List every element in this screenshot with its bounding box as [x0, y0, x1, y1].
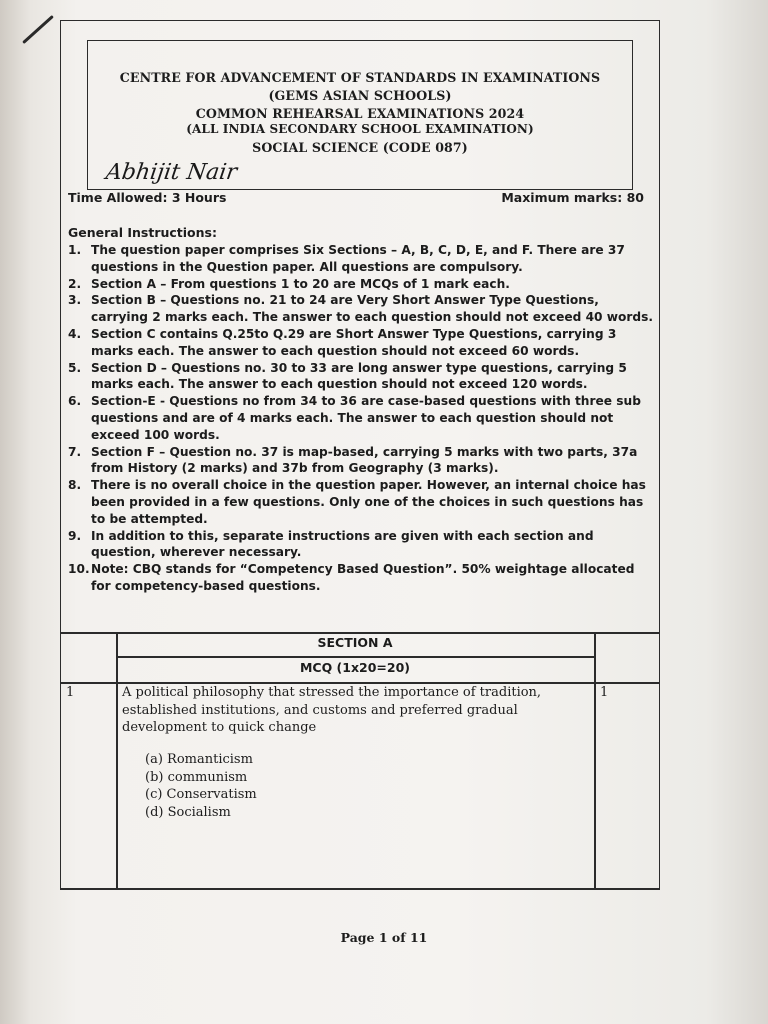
table-bottom-border — [60, 888, 660, 890]
subject-title: SOCIAL SCIENCE (CODE 087) — [252, 140, 468, 155]
question-marks: 1 — [600, 685, 609, 700]
instruction-item — [68, 528, 658, 562]
instruction-text: Section A – From questions 1 to 20 are MCQs of 1 mark each. — [91, 276, 510, 291]
instruction-text: Section C contains Q.25to Q.29 are Short Answer Type Questions, carrying 3 marks each. The answer to each question should not exceed 60 words. — [91, 326, 617, 358]
instruction-text: Section-E - Questions no from 34 to 36 are case-based questions with three sub questions and are of 4 marks each. The answer to each question should not exceed 100 words. — [91, 394, 641, 442]
instruction-item — [68, 276, 658, 293]
table-top-border — [60, 632, 660, 634]
instruction-number: 7. — [68, 444, 82, 459]
instruction-number: 5. — [68, 360, 82, 375]
instruction-text: The question paper comprises Six Sections – A, B, C, D, E, and F. There are 37 questions in the Question paper. All questions are compulsory. — [91, 243, 625, 274]
question-text: A political philosophy that stressed the importance of tradition, established institutions, and customs and preferred gradual development to quick change — [122, 685, 542, 735]
table-divider — [116, 656, 594, 658]
option-item: (a) Romanticism — [145, 752, 253, 767]
instruction-text: Note: CBQ stands for “Competency Based Question”. 50% weightage allocated for competency-based questions. — [91, 562, 635, 593]
section-title: SECTION A — [317, 635, 393, 650]
handwritten-signature: Abhijit Nair — [104, 160, 239, 185]
instruction-text: Section F – Question no. 37 is map-based, carrying 5 marks with two parts, 37a from History (2 marks) and 37b from Geography (3 marks). — [91, 444, 638, 476]
exam-board-title: CENTRE FOR ADVANCEMENT OF STANDARDS IN EXAMINATIONS — [119, 70, 601, 85]
instruction-text: In addition to this, separate instructions are given with each section and question, wherever necessary. — [91, 528, 594, 560]
option-item: (b) communism — [145, 769, 248, 785]
option-item: (c) Conservatism — [145, 787, 257, 802]
instruction-number: 1. — [68, 243, 82, 257]
instruction-number: 6. — [68, 394, 82, 409]
maximum-marks: Maximum marks: 80 — [501, 190, 644, 205]
table-col-divider — [594, 632, 596, 889]
exam-level: (ALL INDIA SECONDARY SCHOOL EXAMINATION) — [186, 122, 534, 136]
instruction-number: 10. — [68, 562, 90, 577]
instruction-text: There is no overall choice in the question paper. However, an internal choice has been provided in a few questions. Only one of the choices in such questions has to be attempted. — [91, 478, 646, 526]
question-number: 1 — [66, 685, 75, 700]
instruction-item — [68, 360, 658, 394]
instruction-item — [68, 561, 658, 595]
instruction-text: Section B – Questions no. 21 to 24 are Very Short Answer Type Questions, carrying 2 marks each. The answer to each question should not exceed 40 words. — [91, 293, 654, 325]
instruction-item — [68, 242, 658, 276]
instruction-item — [68, 292, 658, 326]
section-subtitle: MCQ (1x20=20) — [299, 660, 411, 675]
instruction-number: 3. — [68, 293, 82, 308]
question-options — [145, 751, 257, 821]
instruction-item — [68, 326, 658, 360]
instructions-title: General Instructions: — [68, 225, 217, 240]
option-item: (d) Socialism — [145, 804, 231, 820]
instruction-number: 8. — [68, 478, 82, 493]
page-number: Page 1 of 11 — [340, 930, 428, 945]
school-name: (GEMS ASIAN SCHOOLS) — [268, 88, 452, 103]
exam-name: COMMON REHEARSAL EXAMINATIONS 2024 — [195, 106, 525, 121]
instruction-number: 9. — [68, 528, 82, 543]
instruction-number: 4. — [68, 326, 82, 341]
instruction-text: Section D – Questions no. 30 to 33 are long answer type questions, carrying 5 marks each. The answer to each question should not exceed 120 words. — [91, 360, 627, 392]
instructions-list — [68, 242, 658, 595]
instruction-number: 2. — [68, 276, 82, 291]
instruction-item — [68, 393, 658, 443]
instruction-item — [68, 477, 658, 527]
pen-mark — [22, 15, 54, 44]
time-allowed: Time Allowed: 3 Hours — [68, 190, 227, 205]
instruction-item — [68, 444, 658, 478]
